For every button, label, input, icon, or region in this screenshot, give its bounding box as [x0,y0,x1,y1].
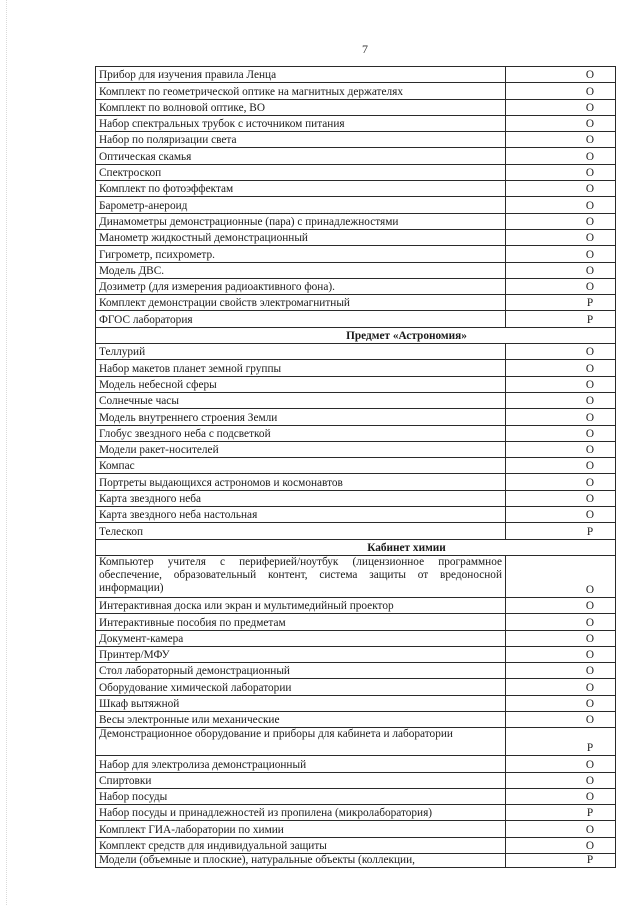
availability-mark-cell: Р [506,311,616,327]
equipment-name-cell: Гигрометр, психрометр. [96,246,506,262]
equipment-name-cell: Динамометры демонстрационные (пара) с принадлежностями [96,213,506,229]
equipment-name-cell: Карта звездного неба настольная [96,507,506,523]
table-row [96,425,616,441]
table-row [96,756,616,772]
table-row [96,360,616,376]
table-row [96,376,616,392]
table-row [96,728,616,756]
availability-mark-cell: О [506,597,616,613]
table-row [96,679,616,695]
availability-mark-cell: Р [506,295,616,311]
availability-mark-cell: О [506,474,616,490]
equipment-name-cell: Комплект демонстрации свойств электромагнитный [96,295,506,311]
page-number: 7 [362,42,368,56]
equipment-name-cell: Интерактивные пособия по предметам [96,614,506,630]
availability-mark-cell: О [506,246,616,262]
table-row [96,99,616,115]
availability-mark-cell: О [506,772,616,788]
equipment-name-cell: Комплект по геометрической оптике на магнитных держателях [96,83,506,99]
availability-mark-cell: О [506,83,616,99]
availability-mark-cell: О [506,164,616,180]
equipment-name-cell: Манометр жидкостный демонстрационный [96,229,506,245]
table-row [96,663,616,679]
availability-mark-cell: О [506,376,616,392]
table-row [96,115,616,131]
equipment-table-body [96,67,616,868]
availability-mark-cell: О [506,425,616,441]
table-row [96,695,616,711]
table-row [96,614,616,630]
availability-mark-cell: О [506,837,616,853]
table-row [96,597,616,613]
table-row [96,392,616,408]
table-row [96,837,616,853]
equipment-name-cell: Модель небесной сферы [96,376,506,392]
equipment-name-cell: Набор спектральных трубок с источником питания [96,115,506,131]
equipment-name-cell: Набор для электролиза демонстрационный [96,756,506,772]
availability-mark-cell: Р [506,805,616,821]
equipment-name-cell: Документ-камера [96,630,506,646]
table-row [96,278,616,294]
availability-mark-cell: О [506,213,616,229]
table-row [96,805,616,821]
section-header-row [96,327,616,343]
table-row [96,711,616,727]
equipment-name-cell: Шкаф вытяжной [96,695,506,711]
availability-mark-cell: О [506,490,616,506]
equipment-name-cell: Компьютер учителя с периферией/ноутбук (лицензионное программное обеспечение, образовательный контент, система защиты от вредоносной информации) [96,555,506,597]
availability-mark-cell: Р [506,728,616,756]
table-row [96,555,616,597]
equipment-name-cell: Оптическая скамья [96,148,506,164]
equipment-name-cell: Теллурий [96,344,506,360]
availability-mark-cell: О [506,555,616,597]
equipment-name-cell: Комплект ГИА-лаборатории по химии [96,821,506,837]
equipment-name-cell: Солнечные часы [96,392,506,408]
table-row [96,229,616,245]
availability-mark-cell: О [506,278,616,294]
availability-mark-cell: О [506,409,616,425]
availability-mark-cell: О [506,663,616,679]
table-row [96,311,616,327]
availability-mark-cell: О [506,67,616,83]
availability-mark-cell: О [506,756,616,772]
table-row [96,197,616,213]
equipment-name-cell: Модель ДВС. [96,262,506,278]
equipment-name-cell: Стол лабораторный демонстрационный [96,663,506,679]
section-title: Предмет «Астрономия» [96,327,616,343]
section-header-row [96,539,616,555]
equipment-name-cell: Глобус звездного неба с подсветкой [96,425,506,441]
equipment-name-cell: Набор по поляризации света [96,132,506,148]
table-row [96,441,616,457]
equipment-name-cell: Компас [96,458,506,474]
availability-mark-cell: О [506,99,616,115]
table-row [96,262,616,278]
availability-mark-cell: О [506,788,616,804]
equipment-name-cell: Модели (объемные и плоские), натуральные объекты (коллекции, [96,854,506,868]
equipment-name-cell: Модели ракет-носителей [96,441,506,457]
availability-mark-cell: О [506,695,616,711]
table-row [96,181,616,197]
equipment-name-cell: Принтер/МФУ [96,646,506,662]
equipment-name-cell: Портреты выдающихся астрономов и космонавтов [96,474,506,490]
equipment-name-cell: Комплект по волновой оптике, ВО [96,99,506,115]
availability-mark-cell: О [506,392,616,408]
table-row [96,246,616,262]
availability-mark-cell: О [506,115,616,131]
availability-mark-cell: О [506,630,616,646]
availability-mark-cell: О [506,614,616,630]
table-row [96,213,616,229]
table-row [96,295,616,311]
equipment-name-cell: Спиртовки [96,772,506,788]
table-row [96,458,616,474]
table-row [96,148,616,164]
table-row [96,490,616,506]
availability-mark-cell: О [506,646,616,662]
availability-mark-cell: О [506,197,616,213]
table-row [96,821,616,837]
equipment-name-cell: Интерактивная доска или экран и мультимедийный проектор [96,597,506,613]
equipment-name-cell: Оборудование химической лаборатории [96,679,506,695]
table-row [96,630,616,646]
availability-mark-cell: О [506,148,616,164]
equipment-name-cell: Модель внутреннего строения Земли [96,409,506,425]
availability-mark-cell: О [506,132,616,148]
availability-mark-cell: Р [506,854,616,868]
availability-mark-cell: О [506,679,616,695]
availability-mark-cell: О [506,507,616,523]
table-row [96,523,616,539]
equipment-name-cell: Карта звездного неба [96,490,506,506]
scan-margin-line [6,0,8,905]
section-title: Кабинет химии [96,539,616,555]
equipment-table [95,66,616,868]
table-row [96,474,616,490]
availability-mark-cell: О [506,344,616,360]
table-row [96,344,616,360]
equipment-name-cell: Барометр-анероид [96,197,506,213]
availability-mark-cell: Р [506,523,616,539]
equipment-name-cell: Прибор для изучения правила Ленца [96,67,506,83]
equipment-name-cell: Комплект по фотоэффектам [96,181,506,197]
table-row [96,507,616,523]
table-row [96,67,616,83]
table-row [96,409,616,425]
equipment-name-cell: Комплект средств для индивидуальной защиты [96,837,506,853]
availability-mark-cell: О [506,441,616,457]
equipment-name-cell: Спектроскоп [96,164,506,180]
equipment-name-cell: Дозиметр (для измерения радиоактивного фона). [96,278,506,294]
equipment-name-cell: Телескоп [96,523,506,539]
availability-mark-cell: О [506,262,616,278]
table-row [96,854,616,868]
equipment-name-cell: Набор посуды [96,788,506,804]
equipment-name-cell: ФГОС лаборатория [96,311,506,327]
table-row [96,132,616,148]
equipment-name-cell: Набор посуды и принадлежностей из пропилена (микролаборатория) [96,805,506,821]
availability-mark-cell: О [506,711,616,727]
availability-mark-cell: О [506,181,616,197]
table-row [96,83,616,99]
table-row [96,772,616,788]
availability-mark-cell: О [506,458,616,474]
table-row [96,788,616,804]
equipment-name-cell: Весы электронные или механические [96,711,506,727]
equipment-name-cell: Набор макетов планет земной группы [96,360,506,376]
availability-mark-cell: О [506,821,616,837]
equipment-name-cell: Демонстрационное оборудование и приборы для кабинета и лаборатории [96,728,506,756]
availability-mark-cell: О [506,360,616,376]
availability-mark-cell: О [506,229,616,245]
table-row [96,164,616,180]
table-row [96,646,616,662]
